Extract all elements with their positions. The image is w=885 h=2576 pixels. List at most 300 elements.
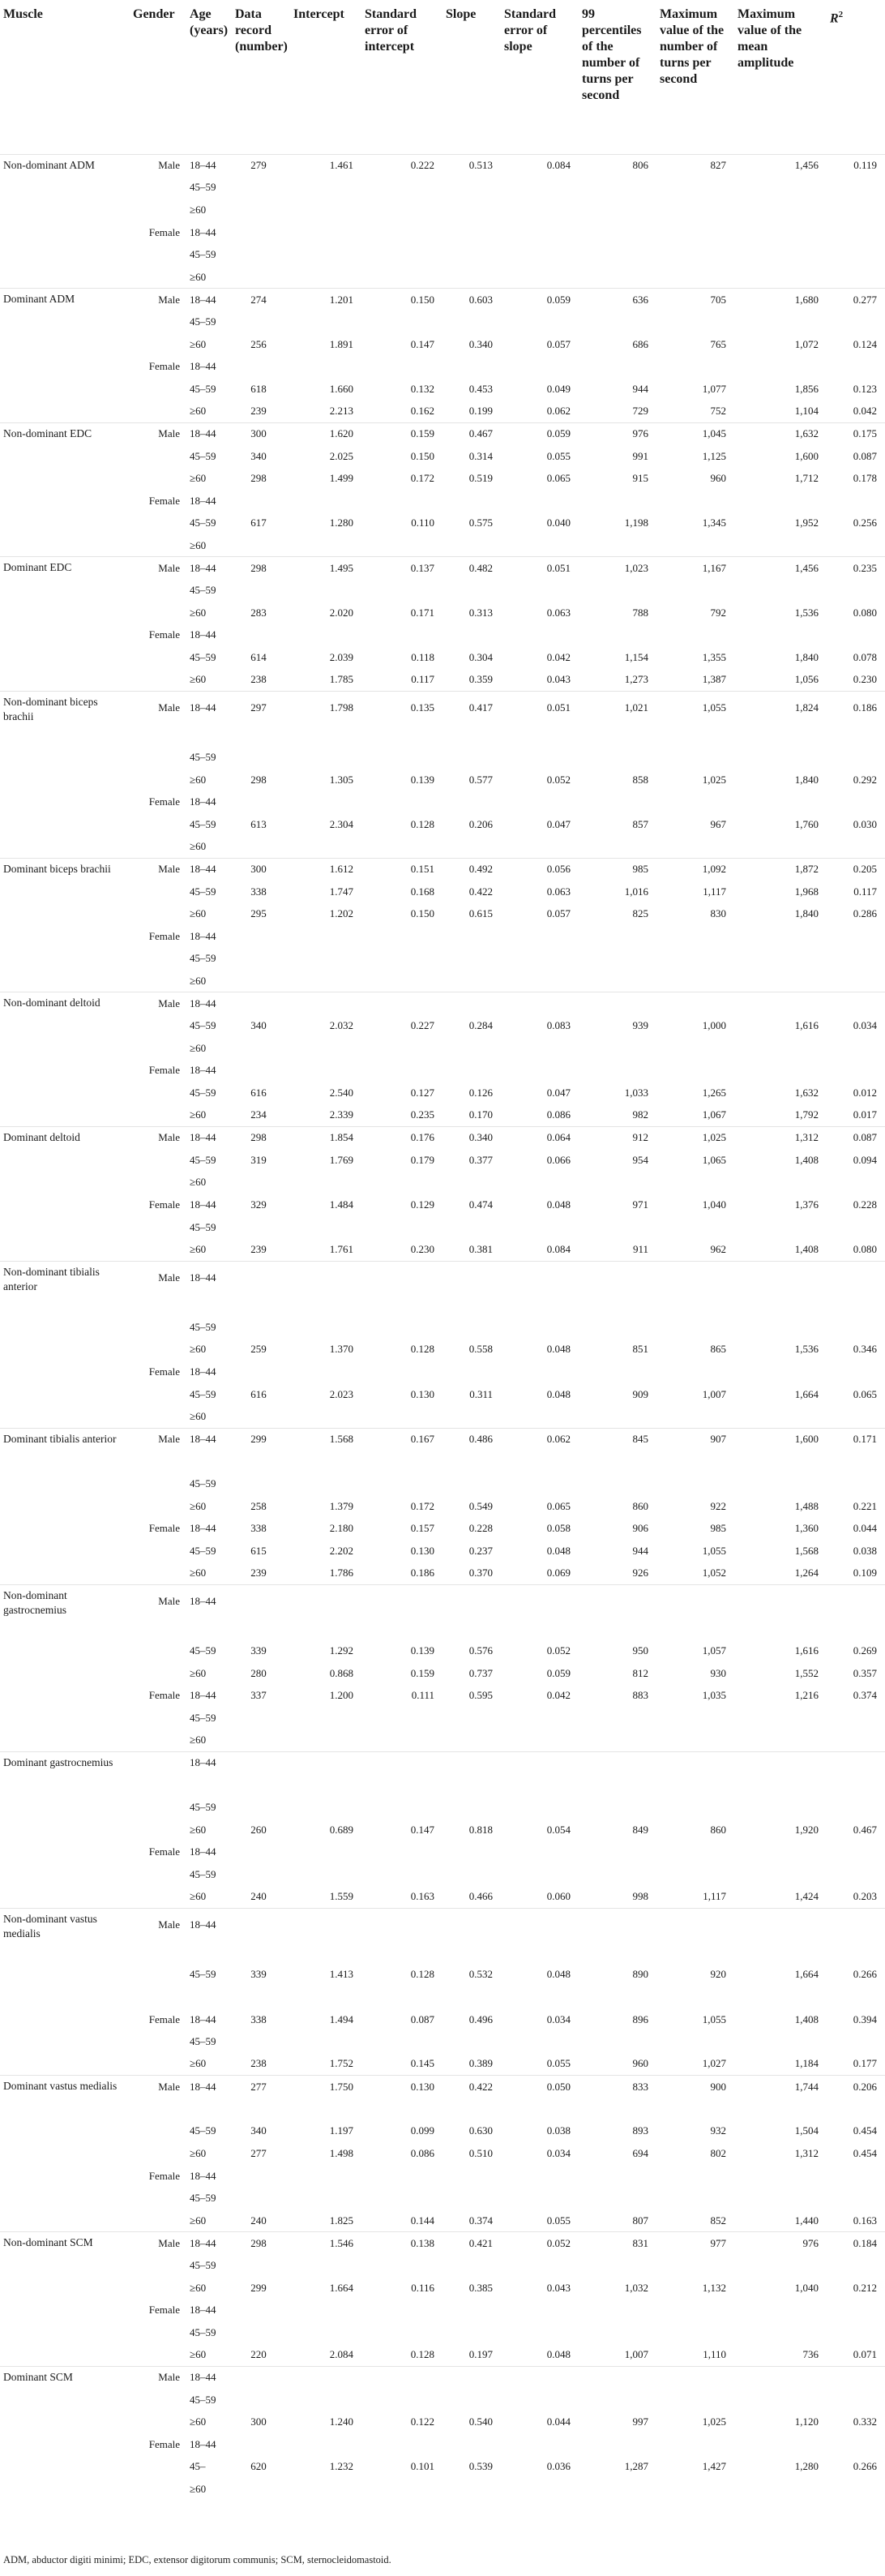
cell-age: ≥60 bbox=[190, 840, 207, 853]
cell-max-amplitude: 976 bbox=[734, 2232, 827, 2255]
cell-age: ≥60 bbox=[190, 2147, 207, 2160]
cell-data-record bbox=[232, 746, 290, 769]
cell-max-turns: 1,092 bbox=[656, 858, 734, 881]
cell-gender bbox=[130, 1316, 186, 1339]
cell-se-intercept bbox=[361, 1751, 442, 1774]
cell-se-slope bbox=[501, 1472, 579, 1495]
cell-data-record: 618 bbox=[250, 382, 267, 395]
cell-p99 bbox=[579, 2254, 656, 2277]
cell-intercept bbox=[290, 746, 361, 769]
cell-p99 bbox=[579, 579, 656, 602]
cell-se-intercept: 0.127 bbox=[410, 1087, 434, 1099]
cell-se-slope bbox=[501, 266, 579, 289]
cell-p99: 960 bbox=[632, 2057, 648, 2070]
cell-max-turns: 802 bbox=[710, 2147, 726, 2160]
cell-slope bbox=[442, 1584, 501, 1618]
cell-se-slope: 0.048 bbox=[546, 1544, 571, 1557]
cell-se-slope: 0.055 bbox=[546, 2057, 571, 2070]
table-row bbox=[0, 534, 885, 557]
cell-gender bbox=[130, 579, 186, 602]
cell-age: ≥60 bbox=[190, 2415, 207, 2428]
cell-muscle bbox=[0, 970, 130, 992]
cell-se-intercept bbox=[361, 2366, 442, 2389]
cell-muscle: Dominant tibialis anterior bbox=[0, 1428, 130, 1451]
table-row bbox=[0, 791, 885, 814]
cell-age: ≥60 bbox=[190, 907, 207, 920]
cell-r2 bbox=[827, 2321, 885, 2344]
cell-muscle bbox=[0, 2411, 130, 2433]
cell-gender bbox=[130, 903, 186, 926]
cell-age: 45–59 bbox=[190, 584, 216, 597]
cell-age: ≥60 bbox=[190, 337, 207, 350]
cell-max-turns bbox=[656, 221, 734, 244]
cell-slope: 0.510 bbox=[468, 2147, 493, 2160]
cell-intercept bbox=[290, 2478, 361, 2501]
table-row bbox=[0, 177, 885, 199]
cell-data-record: 613 bbox=[250, 817, 267, 830]
cell-p99: 825 bbox=[632, 907, 648, 920]
cell-se-intercept bbox=[361, 1774, 442, 1797]
cell-max-turns bbox=[656, 2366, 734, 2389]
cell-se-slope: 0.084 bbox=[546, 1242, 571, 1255]
cell-slope bbox=[442, 1060, 501, 1082]
cell-se-intercept bbox=[361, 948, 442, 971]
cell-se-intercept: 0.163 bbox=[410, 1890, 434, 1903]
cell-slope: 0.576 bbox=[468, 1644, 493, 1657]
cell-age: ≥60 bbox=[190, 2057, 207, 2070]
cell-se-intercept: 0.139 bbox=[410, 1644, 434, 1657]
cell-r2 bbox=[827, 1796, 885, 1819]
table-row bbox=[0, 2232, 885, 2255]
cell-muscle: Non-dominant biceps brachii bbox=[0, 691, 130, 724]
cell-muscle bbox=[0, 2120, 130, 2143]
cell-max-turns: 962 bbox=[710, 1242, 726, 1255]
cell-age: 45–59 bbox=[190, 516, 216, 529]
table-row bbox=[0, 858, 885, 881]
cell-max-turns: 865 bbox=[710, 1343, 726, 1356]
table-row bbox=[0, 1517, 885, 1540]
cell-se-intercept: 0.132 bbox=[410, 382, 434, 395]
cell-se-slope bbox=[501, 1405, 579, 1428]
cell-se-intercept: 0.144 bbox=[410, 2214, 434, 2227]
cell-gender: Male bbox=[130, 1584, 186, 1618]
cell-slope bbox=[442, 1707, 501, 1729]
table-row bbox=[0, 1104, 885, 1127]
cell-se-intercept bbox=[361, 2478, 442, 2501]
cell-se-intercept: 0.157 bbox=[410, 1522, 434, 1535]
cell-muscle bbox=[0, 378, 130, 401]
cell-data-record bbox=[232, 925, 290, 948]
cell-se-intercept bbox=[361, 199, 442, 221]
cell-data-record: 338 bbox=[250, 1522, 267, 1535]
cell-data-record bbox=[232, 1841, 290, 1864]
cell-p99: 883 bbox=[632, 1689, 648, 1702]
cell-p99: 944 bbox=[632, 1544, 648, 1557]
cell-p99 bbox=[579, 1405, 656, 1428]
cell-slope bbox=[442, 2321, 501, 2344]
cell-muscle bbox=[0, 724, 130, 747]
cell-age: 18–44 bbox=[190, 1365, 216, 1378]
cell-gender bbox=[130, 2120, 186, 2143]
cell-se-slope bbox=[501, 311, 579, 333]
cell-slope: 0.492 bbox=[442, 858, 501, 881]
cell-slope: 0.558 bbox=[468, 1343, 493, 1356]
cell-intercept bbox=[290, 1584, 361, 1618]
cell-se-slope: 0.052 bbox=[546, 773, 571, 786]
cell-data-record: 240 bbox=[250, 2214, 267, 2227]
cell-max-amplitude: 1,184 bbox=[794, 2057, 819, 2070]
cell-max-turns bbox=[656, 490, 734, 512]
cell-intercept bbox=[290, 925, 361, 948]
cell-intercept bbox=[290, 199, 361, 221]
cell-se-slope bbox=[501, 1707, 579, 1729]
cell-se-intercept bbox=[361, 1060, 442, 1082]
cell-r2 bbox=[827, 311, 885, 333]
cell-data-record bbox=[232, 1863, 290, 1886]
cell-intercept: 0.689 bbox=[329, 1823, 353, 1836]
cell-se-slope bbox=[501, 1863, 579, 1886]
cell-muscle bbox=[0, 333, 130, 356]
cell-se-intercept: 0.135 bbox=[361, 691, 442, 724]
cell-p99: 998 bbox=[632, 1890, 648, 1903]
table-row bbox=[0, 1986, 885, 2008]
cell-data-record: 297 bbox=[232, 691, 290, 724]
cell-max-turns: 765 bbox=[710, 337, 726, 350]
cell-muscle bbox=[0, 1639, 130, 1662]
cell-data-record: 300 bbox=[250, 2415, 267, 2428]
cell-intercept: 1.750 bbox=[290, 2076, 361, 2098]
cell-se-intercept bbox=[361, 970, 442, 992]
cell-gender: Male bbox=[130, 691, 186, 724]
cell-p99: 906 bbox=[632, 1522, 648, 1535]
cell-r2: 0.292 bbox=[853, 773, 877, 786]
cell-max-amplitude: 1,504 bbox=[794, 2124, 819, 2137]
cell-data-record bbox=[232, 2165, 290, 2188]
cell-max-turns bbox=[656, 1751, 734, 1774]
cell-intercept bbox=[290, 1060, 361, 1082]
cell-data-record: 234 bbox=[250, 1108, 267, 1121]
cell-p99 bbox=[579, 2389, 656, 2411]
cell-p99: 912 bbox=[579, 1126, 656, 1149]
cell-p99 bbox=[579, 2366, 656, 2389]
cell-r2: 0.119 bbox=[827, 154, 885, 177]
cell-data-record: 295 bbox=[250, 907, 267, 920]
cell-max-turns: 1,125 bbox=[702, 449, 726, 462]
cell-r2 bbox=[827, 199, 885, 221]
cell-slope bbox=[442, 1796, 501, 1819]
cell-data-record bbox=[232, 1618, 290, 1640]
cell-data-record: 239 bbox=[250, 405, 267, 418]
cell-muscle bbox=[0, 1662, 130, 1685]
cell-se-slope: 0.042 bbox=[546, 1689, 571, 1702]
cell-gender bbox=[130, 1339, 186, 1361]
cell-p99: 909 bbox=[632, 1387, 648, 1400]
cell-intercept: 1.664 bbox=[329, 2281, 353, 2294]
table-row bbox=[0, 1729, 885, 1752]
cell-p99 bbox=[579, 1707, 656, 1729]
cell-intercept: 1.200 bbox=[329, 1689, 353, 1702]
cell-max-turns bbox=[656, 1707, 734, 1729]
cell-max-turns: 907 bbox=[656, 1428, 734, 1451]
cell-max-amplitude: 1,872 bbox=[734, 858, 827, 881]
cell-r2 bbox=[827, 1941, 885, 1964]
cell-age: 45–59 bbox=[190, 1644, 216, 1657]
cell-max-amplitude: 1,456 bbox=[734, 557, 827, 580]
cell-data-record: 240 bbox=[250, 1890, 267, 1903]
cell-age: 45–59 bbox=[190, 1477, 216, 1490]
cell-p99 bbox=[579, 2165, 656, 2188]
cell-max-amplitude: 1,120 bbox=[794, 2415, 819, 2428]
cell-muscle bbox=[0, 1238, 130, 1261]
cell-muscle: Dominant gastrocnemius bbox=[0, 1751, 130, 1774]
cell-se-slope bbox=[501, 355, 579, 378]
cell-max-amplitude: 1,408 bbox=[794, 1242, 819, 1255]
cell-age: ≥60 bbox=[190, 1823, 207, 1836]
cell-r2 bbox=[827, 1729, 885, 1752]
cell-slope bbox=[442, 1172, 501, 1194]
cell-age: ≥60 bbox=[190, 2482, 207, 2495]
cell-max-amplitude: 1,408 bbox=[794, 1153, 819, 1166]
cell-se-intercept bbox=[361, 2254, 442, 2277]
cell-se-intercept bbox=[361, 1172, 442, 1194]
cell-max-turns bbox=[656, 1729, 734, 1752]
cell-age: 45–59 bbox=[190, 2124, 216, 2137]
table-row bbox=[0, 2433, 885, 2456]
cell-r2: 0.394 bbox=[853, 2012, 877, 2025]
cell-age: ≥60 bbox=[190, 1343, 207, 1356]
cell-se-intercept: 0.168 bbox=[410, 885, 434, 898]
cell-muscle bbox=[0, 813, 130, 836]
cell-slope bbox=[442, 2187, 501, 2210]
cell-data-record bbox=[232, 1037, 290, 1060]
cell-r2: 0.235 bbox=[827, 557, 885, 580]
table-row bbox=[0, 970, 885, 992]
cell-se-slope: 0.051 bbox=[501, 557, 579, 580]
cell-slope bbox=[442, 243, 501, 266]
cell-p99: 833 bbox=[579, 2076, 656, 2098]
cell-r2 bbox=[827, 1172, 885, 1194]
cell-slope bbox=[442, 1216, 501, 1239]
cell-age: ≥60 bbox=[190, 538, 207, 551]
cell-r2 bbox=[827, 2030, 885, 2053]
cell-r2 bbox=[827, 490, 885, 512]
cell-slope: 0.389 bbox=[468, 2057, 493, 2070]
cell-se-slope: 0.048 bbox=[546, 1198, 571, 1211]
cell-se-intercept: 0.162 bbox=[410, 405, 434, 418]
cell-gender bbox=[130, 2478, 186, 2501]
cell-max-amplitude bbox=[734, 2299, 827, 2321]
cell-max-turns: 920 bbox=[710, 1968, 726, 1981]
cell-muscle bbox=[0, 2008, 130, 2031]
cell-r2 bbox=[827, 1774, 885, 1797]
cell-max-turns bbox=[656, 2187, 734, 2210]
cell-r2: 0.123 bbox=[853, 382, 877, 395]
cell-se-slope bbox=[501, 2389, 579, 2411]
cell-data-record: 274 bbox=[232, 289, 290, 311]
cell-max-turns: 930 bbox=[710, 1666, 726, 1679]
cell-se-intercept: 0.150 bbox=[361, 289, 442, 311]
cell-max-turns bbox=[656, 746, 734, 769]
cell-max-amplitude: 1,552 bbox=[794, 1666, 819, 1679]
cell-gender: Female bbox=[148, 929, 180, 942]
cell-data-record bbox=[232, 1908, 290, 1941]
cell-data-record: 283 bbox=[250, 606, 267, 619]
cell-data-record bbox=[232, 221, 290, 244]
cell-slope: 0.474 bbox=[468, 1198, 493, 1211]
cell-age: 45–59 bbox=[190, 2259, 216, 2272]
cell-p99: 686 bbox=[632, 337, 648, 350]
table-row bbox=[0, 1584, 885, 1618]
cell-se-slope bbox=[501, 1037, 579, 1060]
cell-p99 bbox=[579, 1908, 656, 1941]
cell-max-turns bbox=[656, 1172, 734, 1194]
cell-se-slope bbox=[501, 243, 579, 266]
cell-r2 bbox=[827, 1986, 885, 2008]
cell-gender: Female bbox=[148, 1198, 180, 1211]
table-row bbox=[0, 1685, 885, 1708]
cell-se-slope: 0.086 bbox=[546, 1108, 571, 1121]
cell-age: 18–44 bbox=[190, 795, 216, 808]
cell-se-intercept: 0.150 bbox=[410, 449, 434, 462]
header-r2-base: R bbox=[830, 11, 839, 26]
cell-muscle: Dominant vastus medialis bbox=[0, 2076, 130, 2098]
cell-gender bbox=[130, 881, 186, 903]
table-row bbox=[0, 154, 885, 177]
cell-max-amplitude bbox=[734, 311, 827, 333]
cell-r2 bbox=[827, 1361, 885, 1383]
cell-se-slope bbox=[501, 836, 579, 859]
cell-age bbox=[186, 2098, 232, 2120]
cell-se-intercept bbox=[361, 1472, 442, 1495]
cell-max-turns bbox=[656, 1451, 734, 1473]
cell-age bbox=[186, 724, 232, 747]
cell-se-intercept: 0.087 bbox=[410, 2012, 434, 2025]
cell-max-turns bbox=[656, 2478, 734, 2501]
table-row bbox=[0, 422, 885, 445]
cell-max-turns: 1,052 bbox=[702, 1567, 726, 1579]
cell-slope bbox=[442, 2366, 501, 2389]
table-row bbox=[0, 1060, 885, 1082]
cell-data-record bbox=[232, 534, 290, 557]
cell-data-record bbox=[232, 177, 290, 199]
cell-muscle bbox=[0, 579, 130, 602]
cell-age: 18–44 bbox=[190, 628, 216, 641]
cell-p99 bbox=[579, 1774, 656, 1797]
cell-r2 bbox=[827, 2187, 885, 2210]
cell-data-record: 298 bbox=[232, 2232, 290, 2255]
cell-se-slope bbox=[501, 2030, 579, 2053]
cell-max-turns: 1,067 bbox=[702, 1108, 726, 1121]
cell-muscle bbox=[0, 2030, 130, 2053]
cell-max-turns bbox=[656, 2165, 734, 2188]
cell-slope: 0.532 bbox=[468, 1968, 493, 1981]
cell-muscle: Dominant deltoid bbox=[0, 1126, 130, 1149]
cell-se-slope: 0.048 bbox=[546, 1968, 571, 1981]
cell-slope bbox=[442, 1751, 501, 1774]
cell-intercept bbox=[290, 1216, 361, 1239]
cell-muscle bbox=[0, 769, 130, 791]
cell-max-turns: 1,065 bbox=[702, 1153, 726, 1166]
cell-se-intercept: 0.159 bbox=[410, 1666, 434, 1679]
cell-muscle bbox=[0, 881, 130, 903]
cell-se-slope bbox=[501, 2299, 579, 2321]
cell-gender bbox=[130, 1451, 186, 1473]
table-row bbox=[0, 1238, 885, 1261]
cell-max-turns: 1,007 bbox=[702, 1387, 726, 1400]
cell-p99 bbox=[579, 1361, 656, 1383]
cell-r2 bbox=[827, 1405, 885, 1428]
cell-data-record: 277 bbox=[232, 2076, 290, 2098]
cell-gender bbox=[130, 1986, 186, 2008]
cell-age: 18–44 bbox=[186, 154, 232, 177]
cell-max-turns bbox=[656, 1060, 734, 1082]
cell-data-record: 617 bbox=[250, 516, 267, 529]
cell-se-intercept bbox=[361, 724, 442, 747]
cell-data-record bbox=[232, 579, 290, 602]
cell-max-turns bbox=[656, 836, 734, 859]
cell-r2: 0.203 bbox=[853, 1890, 877, 1903]
cell-se-slope bbox=[501, 1618, 579, 1640]
cell-gender: Female bbox=[148, 1064, 180, 1077]
cell-se-intercept: 0.227 bbox=[410, 1019, 434, 1032]
table-row bbox=[0, 1261, 885, 1294]
table-row bbox=[0, 579, 885, 602]
cell-age: 45–59 bbox=[190, 449, 216, 462]
cell-age: 18–44 bbox=[186, 691, 232, 724]
cell-gender bbox=[130, 724, 186, 747]
cell-se-intercept: 0.159 bbox=[361, 422, 442, 445]
table-row bbox=[0, 512, 885, 535]
cell-gender bbox=[130, 2254, 186, 2277]
cell-muscle bbox=[0, 1194, 130, 1216]
cell-p99 bbox=[579, 2478, 656, 2501]
cell-data-record: 340 bbox=[250, 449, 267, 462]
cell-age: 45–59 bbox=[190, 1153, 216, 1166]
table-row bbox=[0, 1863, 885, 1886]
cell-p99 bbox=[579, 2098, 656, 2120]
cell-max-amplitude bbox=[734, 2030, 827, 2053]
cell-p99 bbox=[579, 836, 656, 859]
cell-p99 bbox=[579, 1472, 656, 1495]
cell-intercept: 2.039 bbox=[329, 650, 353, 663]
header-intercept: Intercept bbox=[293, 7, 344, 21]
cell-r2 bbox=[827, 1707, 885, 1729]
cell-muscle: Dominant ADM bbox=[0, 289, 130, 311]
cell-slope: 0.381 bbox=[468, 1242, 493, 1255]
cell-age: 18–44 bbox=[186, 289, 232, 311]
cell-muscle bbox=[0, 1941, 130, 1964]
cell-se-slope: 0.054 bbox=[546, 1823, 571, 1836]
cell-data-record bbox=[232, 1361, 290, 1383]
cell-max-amplitude bbox=[734, 1908, 827, 1941]
cell-data-record bbox=[232, 1172, 290, 1194]
cell-intercept bbox=[290, 1618, 361, 1640]
table-row bbox=[0, 2411, 885, 2433]
cell-intercept bbox=[290, 490, 361, 512]
header-r2 bbox=[827, 0, 885, 154]
cell-se-slope: 0.044 bbox=[546, 2415, 571, 2428]
cell-gender bbox=[130, 512, 186, 535]
cell-gender bbox=[130, 2411, 186, 2433]
cell-intercept bbox=[290, 948, 361, 971]
cell-max-amplitude bbox=[734, 266, 827, 289]
cell-max-amplitude bbox=[734, 1618, 827, 1640]
cell-age: ≥60 bbox=[190, 1176, 207, 1189]
cell-max-amplitude: 1,312 bbox=[794, 2147, 819, 2160]
cell-se-intercept bbox=[361, 746, 442, 769]
cell-se-slope: 0.055 bbox=[546, 449, 571, 462]
table-row bbox=[0, 769, 885, 791]
